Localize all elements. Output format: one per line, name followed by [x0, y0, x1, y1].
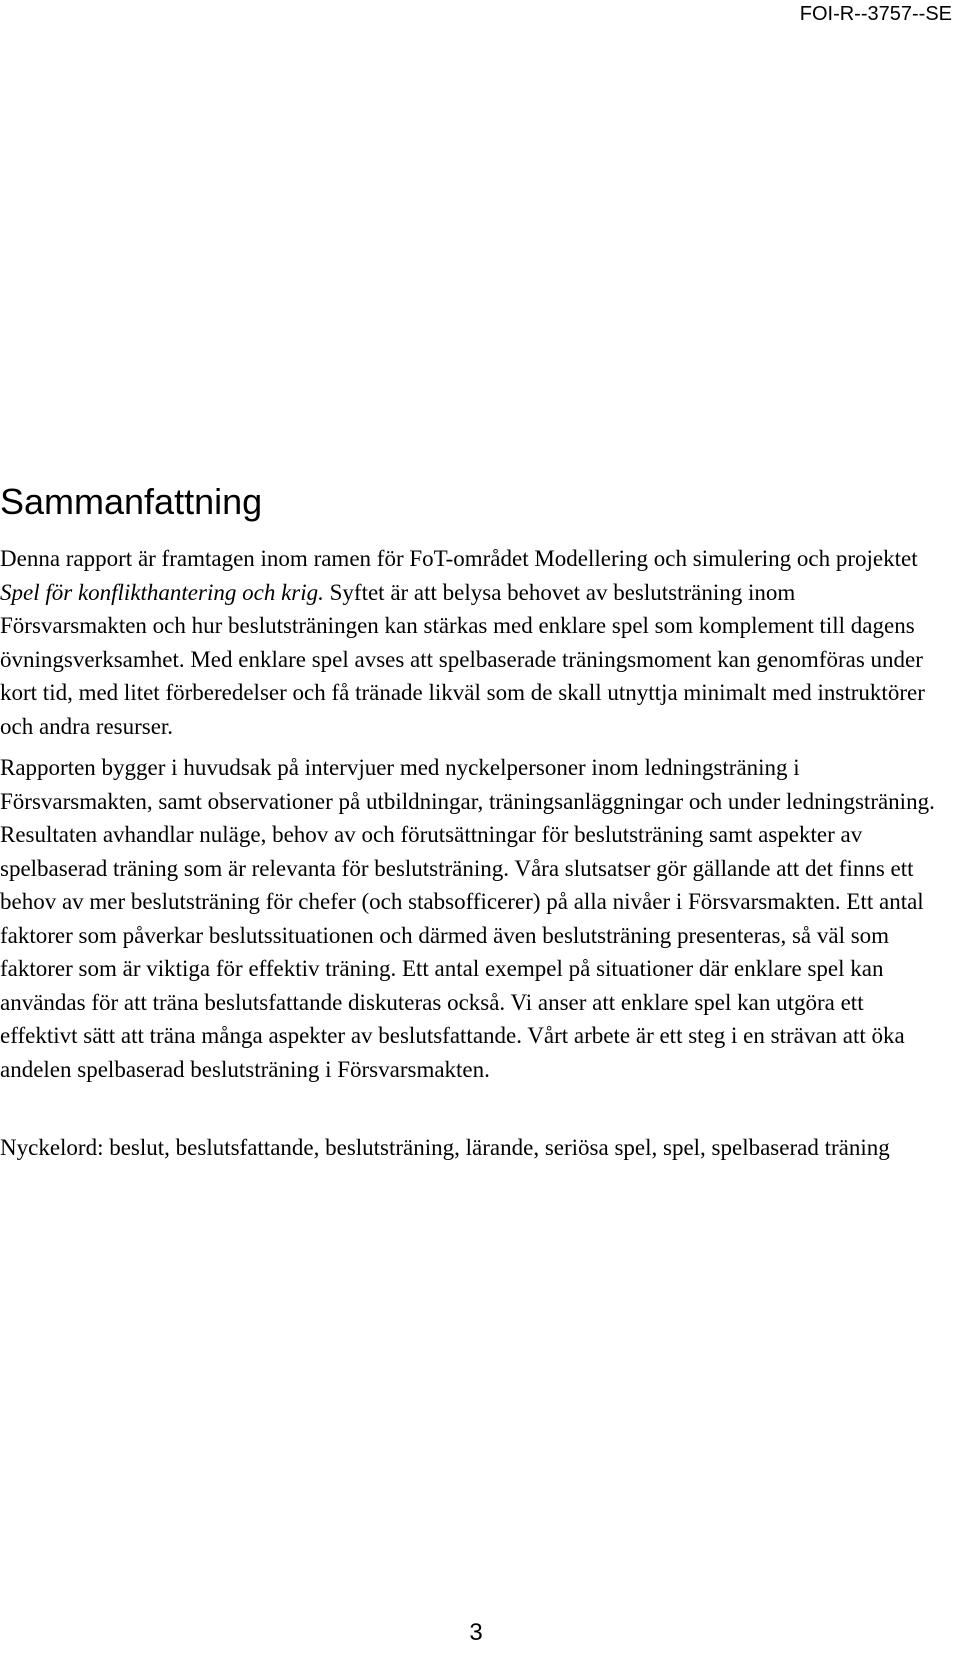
- summary-paragraph-1: [0, 542, 946, 743]
- paragraph-1-body: Syftet är att belysa behovet av beslutsträning inom Försvarsmakten och hur beslutsträningen kan stärkas med enklare spel som komplement till dagens övningsverksamhet. Med enklare spel avses att spelbaserade träningsmoment kan genomföras under kort tid, med litet förberedelser och få tränade likväl som de skall utnyttja minimalt med instruktörer och andra resurser.: [0, 579, 925, 739]
- paragraph-1-intro: Denna rapport är framtagen inom ramen för FoT-området Modellering och simulering och projektet: [0, 546, 918, 571]
- project-title: Spel för konflikthantering och krig.: [0, 579, 324, 605]
- summary-section: [0, 480, 946, 1173]
- page-number: 3: [469, 1619, 483, 1646]
- report-id: FOI-R--3757--SE: [799, 3, 952, 25]
- summary-paragraph-2: Rapporten bygger i huvudsak på intervjuer med nyckelpersoner inom ledningsträning i Försvarsmakten, samt observationer på utbildningar, träningsanläggningar och under ledningsträning. Resultaten avhandlar nuläge, behov av och förutsättningar för beslutsträning samt aspekter av spelbaserad träning som är relevanta för beslutsträning. Våra slutsatser gör gällande att det finns ett behov av mer beslutsträning för chefer (och stabsofficerer) på alla nivåer i Försvarsmakten. Ett antal faktorer som påverkar beslutssituationen och därmed även beslutsträning presenteras, så väl som faktorer som är viktiga för effektiv träning. Ett antal exempel på situationer där enklare spel kan användas för att träna beslutsfattande diskuteras också. Vi anser att enklare spel kan utgöra ett effektivt sätt att träna många aspekter av beslutsfattande. Vårt arbete är ett steg i en strävan att öka andelen spelbaserad beslutsträning i Försvarsmakten.: [0, 755, 935, 1082]
- section-heading: Sammanfattning: [0, 481, 263, 522]
- keywords: Nyckelord: beslut, beslutsfattande, beslutsträning, lärande, seriösa spel, spel, spelbaserad träning: [0, 1135, 890, 1160]
